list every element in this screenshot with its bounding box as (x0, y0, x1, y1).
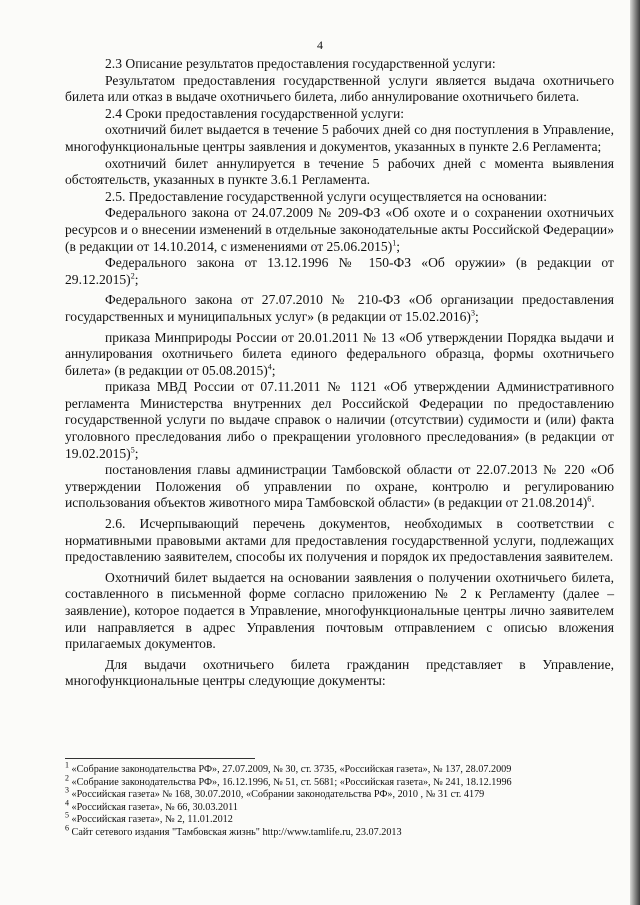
section-heading-2-5: 2.5. Предоставление государственной услуги осуществляется на основании: (105, 188, 547, 204)
legal-basis-item (65, 255, 614, 288)
footnotes (65, 760, 614, 840)
footnote (65, 798, 614, 815)
scan-edge-shadow (630, 0, 640, 905)
legal-basis-item (65, 292, 614, 325)
footnote-text: «Российская газета» № 168, 30.07.2010, «Собрании законодательства РФ», 2010 , № 31 ст. 4179 (71, 789, 485, 801)
section-heading-2-6: 2.6. Исчерпывающий перечень документов, необходимых в соответствии с нормативными правовыми актами для предоставления государственной услуги, подлежащих предоставлению заявителем, способы их получения и порядок их предоставления заявителем. (65, 516, 614, 565)
item-terminator: ; (396, 238, 401, 254)
footnote-text: «Российская газета», № 66, 30.03.2011 (71, 801, 238, 813)
legal-basis-item (65, 205, 614, 255)
paragraph: охотничий билет аннулируется в течение 5 рабочих дней с момента выявления обстоятельств, указанных в пункте 3.6.1 Регламента. (65, 155, 614, 188)
footnote-number: 2 (65, 773, 69, 783)
paragraph: охотничий билет выдается в течение 5 рабочих дней со дня поступления в Управление, многофункциональные центры заявления и документов, указанных в пункте 2.6 Регламента; (65, 122, 614, 154)
paragraph: Для выдачи охотничьего билета гражданин представляет в Управление, многофункциональные центры следующие документы: (65, 656, 614, 689)
legal-basis-text: приказа МВД России от 07.11.2011 № 1121 «Об утверждении Административного регламента Министерства внутренних дел Российской Федерации по предоставлению государственной услуги по выдаче справок о наличии (отсутствии) судимости и (или) факта уголовного преследования либо о прекращении уголовного преследования» (в редакции от 19.02.2015) (65, 379, 614, 461)
footnote-ref: 4 (267, 362, 272, 372)
footnote-number: 4 (65, 798, 69, 808)
footnote-divider (65, 758, 255, 759)
section-heading-2-4: 2.4 Сроки предоставления государственной услуги: (105, 105, 405, 121)
footnote (65, 785, 614, 802)
item-terminator: ; (474, 308, 479, 324)
footnote-number: 6 (65, 823, 69, 833)
section-heading-2-3: 2.3 Описание результатов предоставления государственной услуги: (105, 56, 496, 71)
footnote-ref: 5 (130, 445, 135, 455)
footnote-number: 1 (65, 760, 69, 770)
paragraph: Охотничий билет выдается на основании заявления о получении охотничьего билета, составленного в письменной форме согласно приложению № 2 к Регламенту (далее – заявление), которое подается в Управление, многофункциональные центры лично заявителем или направляется в адрес Управления почтовым отправлением с описью вложения прилагаемых документов. (65, 569, 614, 652)
footnote-text: «Российская газета», № 2, 11.01.2012 (71, 814, 233, 826)
document-body (65, 56, 614, 690)
legal-basis-text: приказа Минприроды России от 20.01.2011 № 13 «Об утверждении Порядка выдачи и аннулирования охотничьего билета единого федерального образца, формы охотничьего билета» (в редакции от 05.08.2015) (65, 329, 614, 378)
item-terminator: ; (134, 445, 139, 461)
paragraph: Результатом предоставления государственной услуги является выдача охотничьего билета или отказ в выдаче охотничьего билета, либо аннулирование охотничьего билета. (65, 72, 614, 105)
footnote-text: Сайт сетевого издания "Тамбовская жизнь" http://www.tamlife.ru, 23.07.2013 (71, 826, 402, 838)
legal-basis-text: Федерального закона от 24.07.2009 № 209-ФЗ «Об охоте и о сохранении охотничьих ресурсов и о внесении изменений в отдельные законодательные акты Российской Федерации» (в редакции от 14.10.2014, с изменениями от 25.06.2015) (65, 205, 614, 254)
item-terminator: . (591, 495, 595, 511)
item-terminator: ; (271, 362, 276, 378)
item-terminator: ; (134, 271, 139, 287)
legal-basis-text: постановления главы администрации Тамбовской области от 22.07.2013 № 220 «Об утверждении Положения об управлении по охране, контролю и регулированию использования объектов животного мира Тамбовской области» (в редакции от 21.08.2014) (65, 462, 614, 511)
footnote-text: «Собрание законодательства РФ», 27.07.2009, № 30, ст. 3735, «Российская газета», № 137, 28.07.2009 (71, 764, 512, 775)
legal-basis-text: Федерального закона от 13.12.1996 № 150-ФЗ «Об оружии» (в редакции от 29.12.2015) (65, 255, 614, 287)
footnote (65, 823, 614, 840)
footnote-ref: 2 (130, 271, 135, 281)
footnote-ref: 1 (392, 238, 397, 247)
footnote (65, 760, 614, 777)
footnote-ref: 6 (587, 494, 592, 504)
legal-basis-item (65, 330, 614, 380)
legal-basis-text: Федерального закона от 27.07.2010 № 210-ФЗ «Об организации предоставления государственных и муниципальных услуг» (в редакции от 15.02.2016) (65, 292, 614, 324)
footnote-text: «Собрание законодательства РФ», 16.12.1996, № 51, ст. 5681; «Российская газета», № 241, 18.12.1996 (71, 776, 512, 788)
footnote (65, 773, 614, 790)
footnote-ref: 3 (470, 308, 475, 318)
legal-basis-item (65, 379, 614, 462)
footnote-number: 3 (65, 785, 69, 795)
legal-basis-item (65, 462, 614, 512)
footnote-number: 5 (65, 810, 69, 820)
page-number: 4 (317, 38, 323, 52)
footnote (65, 810, 614, 827)
